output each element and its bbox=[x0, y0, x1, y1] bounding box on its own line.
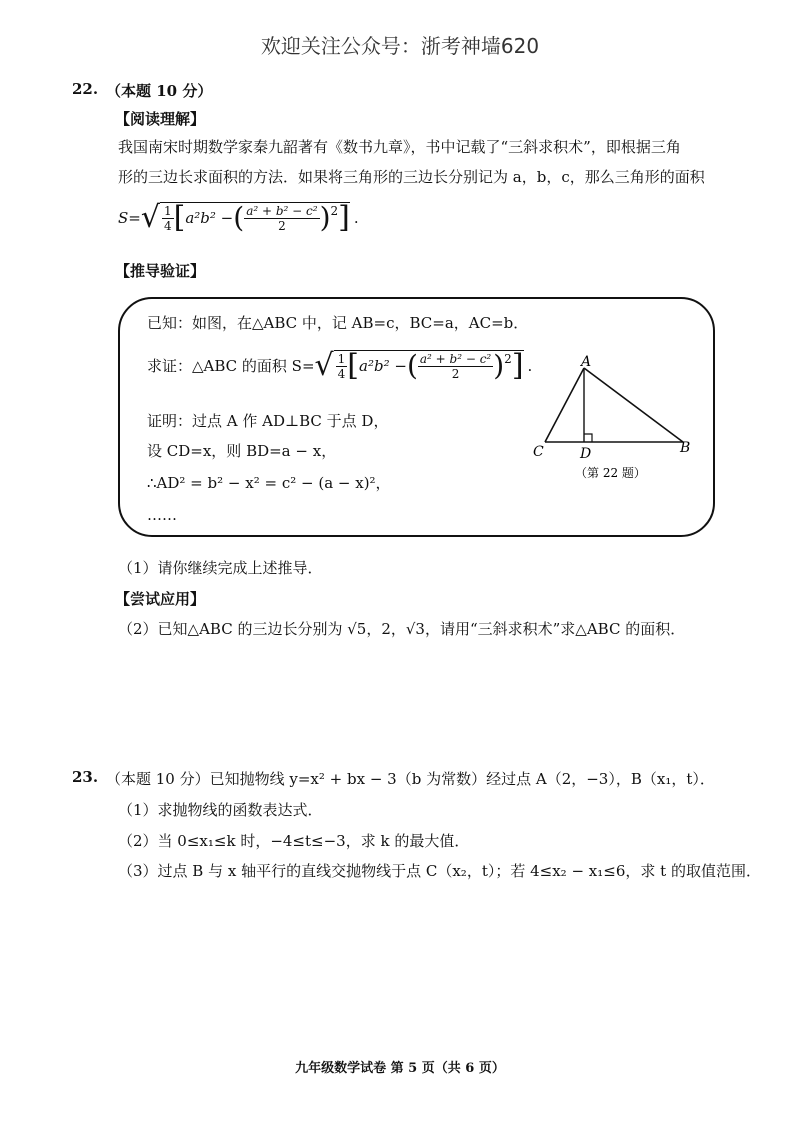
formula-fraction bbox=[244, 204, 319, 233]
label-c: C bbox=[533, 444, 544, 460]
formula-lhs: S= bbox=[118, 208, 141, 227]
sqrt-symbol: √ bbox=[140, 199, 160, 235]
left-paren: ( bbox=[233, 201, 245, 234]
prove-quarter-den: 4 bbox=[337, 366, 346, 381]
right-angle-mark bbox=[584, 434, 592, 442]
prove-exponent: 2 bbox=[504, 352, 512, 366]
q22-part2: （2）已知△ABC 的三边长分别为 √5，2，√3，请用“三斜求积术”求△ABC 的面积． bbox=[118, 620, 686, 638]
fraction-num: a² + b² − c² bbox=[246, 203, 318, 218]
side-ac bbox=[545, 368, 584, 442]
formula-exponent: 2 bbox=[330, 204, 339, 218]
heron-formula bbox=[118, 199, 359, 235]
q22-number: 22. bbox=[72, 80, 99, 98]
label-a: A bbox=[581, 354, 592, 370]
q23-part1: （1）求抛物线的函数表达式． bbox=[118, 801, 323, 819]
prove-period: . bbox=[527, 356, 533, 375]
prove-left-bracket: [ bbox=[347, 348, 360, 383]
side-ab bbox=[584, 368, 683, 442]
right-bracket: ] bbox=[338, 200, 350, 235]
prove-fraction-num: a² + b² − c² bbox=[419, 351, 492, 366]
left-bracket: [ bbox=[173, 200, 186, 235]
section-reading: 【阅读理解】 bbox=[115, 110, 206, 128]
formula-quarter bbox=[162, 204, 174, 233]
figure-caption: （第 22 题） bbox=[575, 466, 646, 480]
quarter-den: 4 bbox=[163, 218, 172, 233]
triangle-figure bbox=[520, 352, 700, 487]
section-derivation: 【推导验证】 bbox=[115, 262, 206, 280]
prove-quarter bbox=[336, 352, 348, 381]
box-prove bbox=[147, 347, 533, 383]
label-d: D bbox=[580, 446, 592, 462]
proof-line1: 证明：过点 A 作 AD⊥BC 于点 D， bbox=[147, 412, 389, 430]
q23-part3: （3）过点 B 与 x 轴平行的直线交抛物线于点 C（x₂，t）；若 4≤x₂ − x₁≤6，求 t 的取值范围． bbox=[118, 862, 761, 880]
prove-radicand bbox=[334, 350, 524, 381]
prove-quarter-num: 1 bbox=[337, 351, 346, 366]
q22-intro-line2: 形的三边长求面积的方法．如果将三角形的三边长分别记为 a，b，c，那么三角形的面积 bbox=[118, 168, 705, 186]
proof-line3: ∴AD² = b² − x² = c² − (a − x)²， bbox=[147, 474, 391, 492]
prove-fraction-den: 2 bbox=[451, 366, 460, 381]
proof-line2: 设 CD=x，则 BD=a − x， bbox=[147, 442, 337, 460]
formula-period: . bbox=[353, 208, 359, 227]
prove-left-paren: ( bbox=[406, 349, 418, 382]
fraction-den: 2 bbox=[278, 218, 286, 233]
section-apply: 【尝试应用】 bbox=[115, 590, 206, 608]
page-footer: 九年级数学试卷 第 5 页（共 6 页） bbox=[295, 1061, 505, 1076]
q22-part1: （1）请你继续完成上述推导． bbox=[118, 559, 323, 577]
prove-fraction bbox=[418, 352, 493, 381]
proof-ellipsis: …… bbox=[147, 506, 177, 524]
prove-right-paren: ) bbox=[493, 349, 505, 382]
q23-stem: （本题 10 分）已知抛物线 y=x² + bx − 3（b 为常数）经过点 A（2，−3），B（x₁，t）． bbox=[106, 770, 715, 788]
formula-radicand bbox=[160, 202, 350, 233]
label-b: B bbox=[680, 440, 691, 456]
prove-prefix: 求证：△ABC 的面积 S= bbox=[147, 357, 315, 375]
prove-right-bracket: ] bbox=[511, 348, 524, 383]
right-paren: ) bbox=[319, 201, 331, 234]
q23-number: 23. bbox=[72, 768, 99, 786]
q23-part2: （2）当 0≤x₁≤k 时，−4≤t≤−3，求 k 的最大值． bbox=[118, 832, 470, 850]
prove-inner: a²b² − bbox=[359, 357, 407, 375]
quarter-num: 1 bbox=[163, 203, 172, 218]
box-given: 已知：如图，在△ABC 中，记 AB=c，BC=a，AC=b． bbox=[147, 314, 529, 332]
prove-sqrt-symbol: √ bbox=[314, 347, 334, 383]
formula-inner: a²b² − bbox=[185, 209, 234, 227]
page-header: 欢迎关注公众号：浙考神墙620 bbox=[260, 34, 540, 58]
q22-points: （本题 10 分） bbox=[106, 82, 213, 100]
q22-intro-line1: 我国南宋时期数学家秦九韶著有《数书九章》，书中记载了“三斜求积术”，即根据三角 bbox=[118, 138, 681, 156]
